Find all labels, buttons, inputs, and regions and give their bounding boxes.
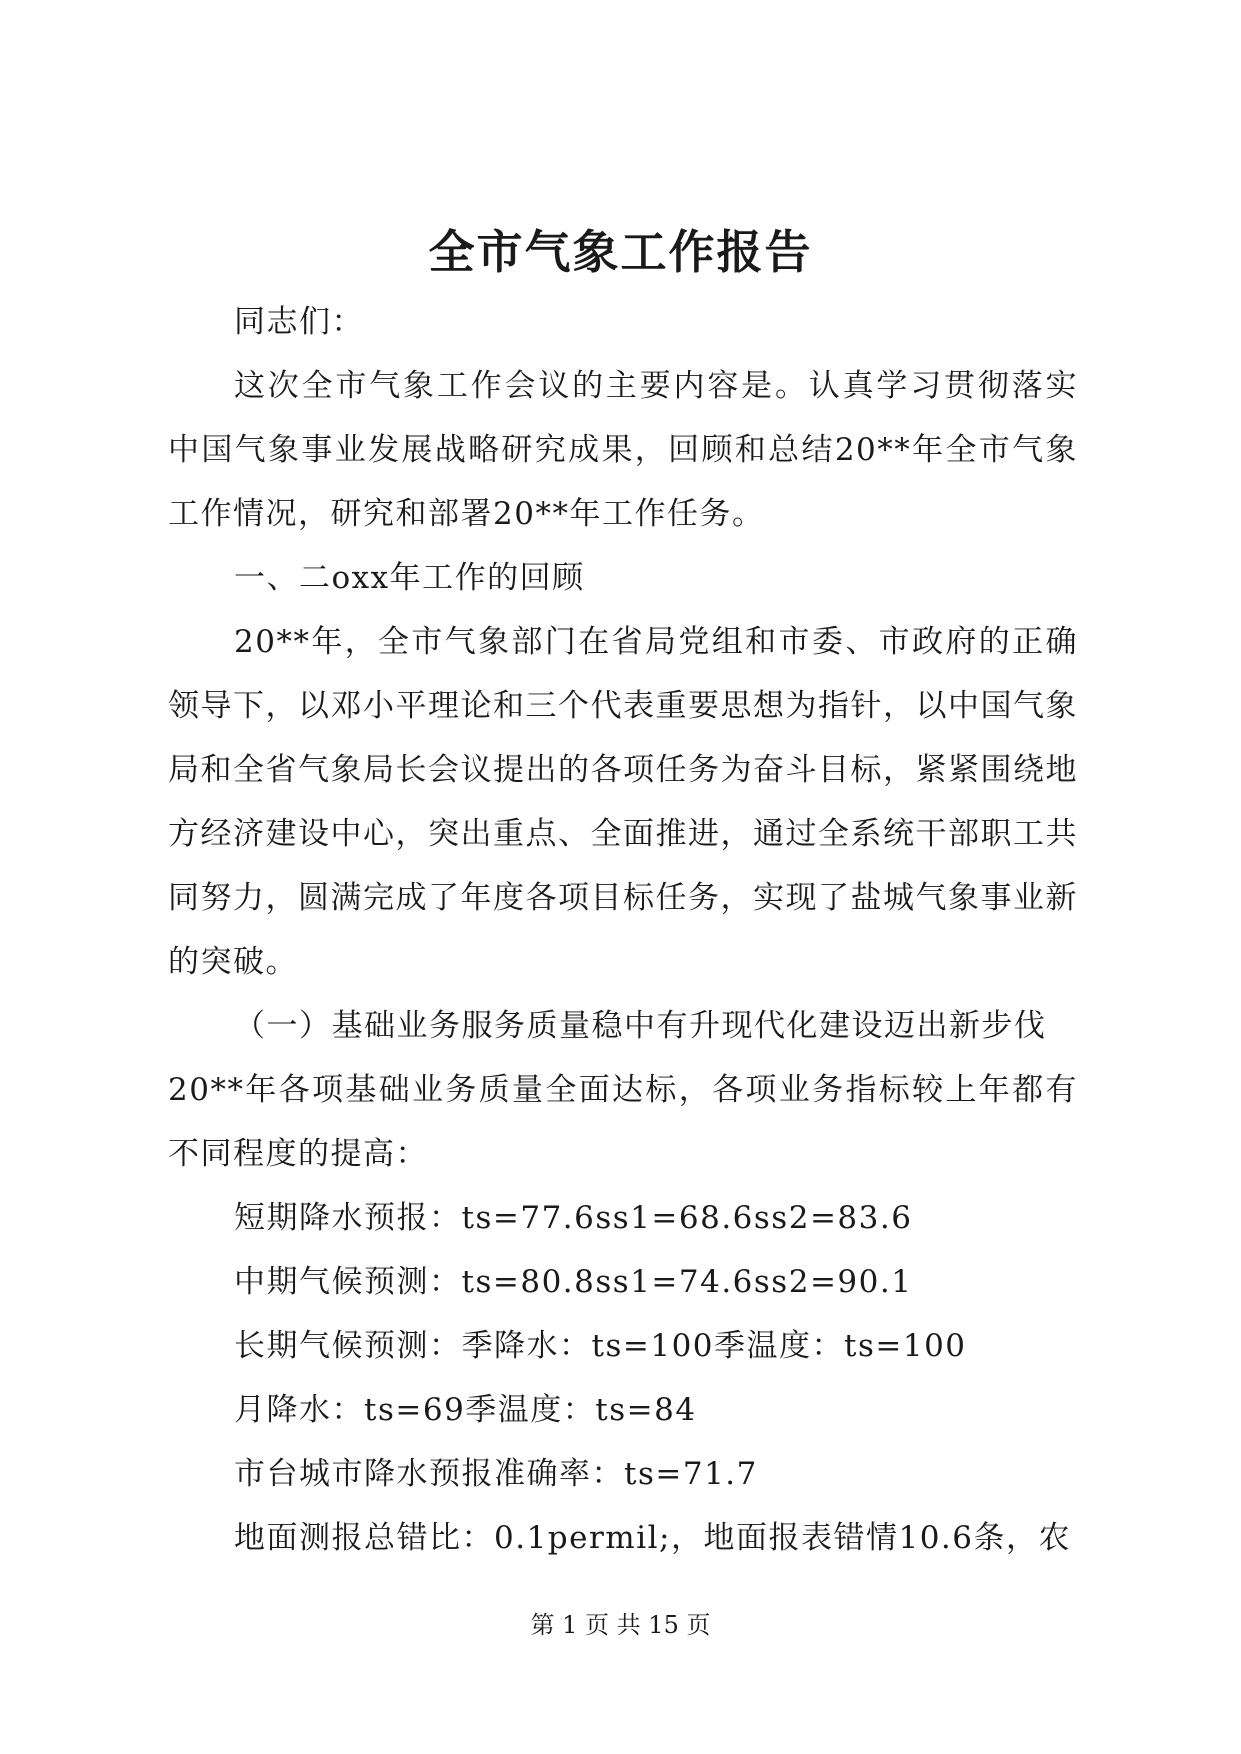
salutation: 同志们： xyxy=(234,304,364,340)
metric-line-monthly: 月降水：ts=69季温度：ts=84 xyxy=(234,1392,697,1428)
metric-line-surface-obs: 地面测报总错比：0.1permil;，地面报表错情10.6条，农 xyxy=(234,1520,1071,1556)
review-paragraph: 20**年，全市气象部门在省局党组和市委、市政府的正确领导下，以邓小平理论和三个代表重要思想为指针，以中国气象局和全省气象局长会议提出的各项任务为奋斗目标，紧紧围绕地方经济建设中心，突出重点、全面推进，通过全系统干部职工共同努力，圆满完成了年度各项目标任务，实现了盐城气象事业新的突破。 xyxy=(168,624,1078,980)
page-footer: 第 1 页 共 15 页 xyxy=(530,1611,711,1639)
intro-paragraph: 这次全市气象工作会议的主要内容是。认真学习贯彻落实中国气象事业发展战略研究成果，回顾和总结20**年全市气象工作情况，研究和部署20**年工作任务。 xyxy=(168,368,1078,532)
subsection-heading-1: （一）基础业务服务质量稳中有升现代化建设迈出新步伐 xyxy=(234,1008,1047,1044)
metric-line-long-term: 长期气候预测：季降水：ts=100季温度：ts=100 xyxy=(234,1328,967,1364)
document-title: 全市气象工作报告 xyxy=(428,225,813,279)
metric-line-mid-term: 中期气候预测：ts=80.8ss1=74.6ss2=90.1 xyxy=(234,1264,913,1300)
quality-paragraph: 20**年各项基础业务质量全面达标，各项业务指标较上年都有不同程度的提高： xyxy=(168,1072,1078,1172)
metric-line-short-term: 短期降水预报：ts=77.6ss1=68.6ss2=83.6 xyxy=(234,1200,913,1236)
document-body xyxy=(168,290,1078,1570)
section-heading-review: 一、二oxx年工作的回顾 xyxy=(234,560,585,596)
metric-line-city-precip: 市台城市降水预报准确率：ts=71.7 xyxy=(234,1456,758,1492)
